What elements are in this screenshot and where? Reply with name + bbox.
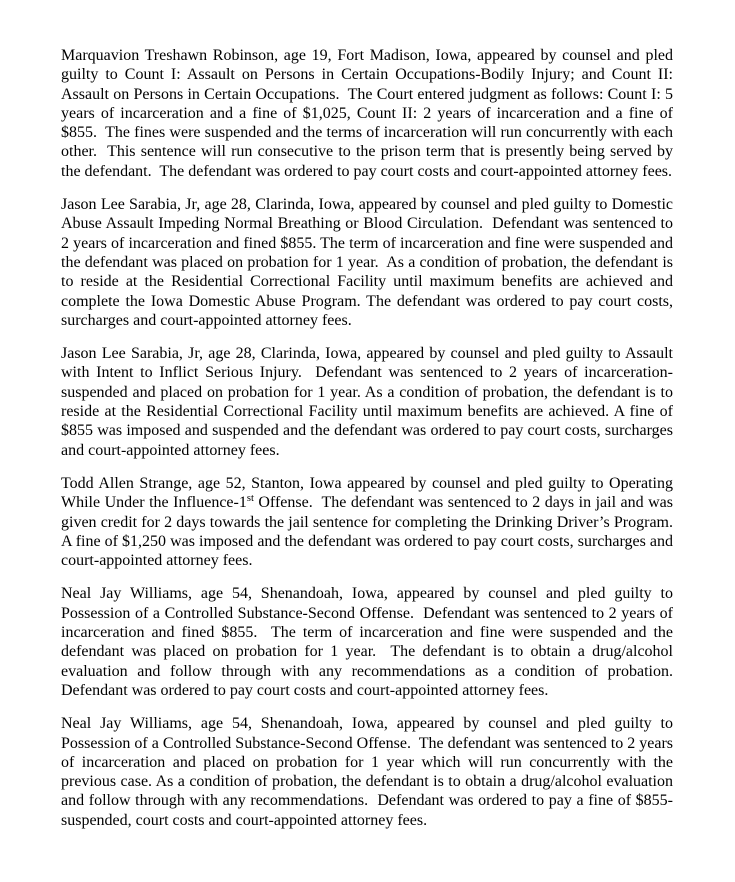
paragraph-text-after-superscript: Offense. The defendant was sentenced to 2 days in jail and was given credit for 2 days towards the jail sentence for completing the Drinking Driver’s Program. A fine of $1,250 was imposed and the defendant was ordered to pay court costs, surcharges and court-appointed attorney fees. [61,494,681,570]
case-paragraph-sarabia-domestic-abuse: Jason Lee Sarabia, Jr, age 28, Clarinda, Iowa, appeared by counsel and pled guilty to Domestic Abuse Assault Impeding Normal Breathing or Blood Circulation. Defendant was sentenced to 2 years of incarceration and fined $855. The term of incarceration and fine were suspended and the defendant was placed on probation for 1 year. As a condition of probation, the defendant is to reside at the Residential Correctional Facility until maximum benefits are achieved and complete the Iowa Domestic Abuse Program. The defendant was ordered to pay court costs, surcharges and court-appointed attorney fees. [61,196,677,329]
case-paragraph-sarabia-assault: Jason Lee Sarabia, Jr, age 28, Clarinda, Iowa, appeared by counsel and pled guilty to Assault with Intent to Inflict Serious Injury. Defendant was sentenced to 2 years of incarceration-suspended and placed on probation for 1 year. As a condition of probation, the defendant is to reside at the Residential Correctional Facility until maximum benefits are achieved. A fine of $855 was imposed and suspended and the defendant was ordered to pay court costs, surcharges and court-appointed attorney fees. [61,345,677,459]
paragraph-text-before-superscript: Todd Allen Strange, age 52, Stanton, Iowa appeared by counsel and pled guilty to Operating While Under the Influence-1 [61,474,677,512]
case-paragraph-strange-owi [61,474,681,570]
case-paragraph-williams-possession-1: Neal Jay Williams, age 54, Shenandoah, Iowa, appeared by counsel and pled guilty to Possession of a Controlled Substance-Second Offense. Defendant was sentenced to 2 years of incarceration and fined $855. The term of incarceration and fine were suspended and the defendant was placed on probation for 1 year. The defendant is to obtain a drug/alcohol evaluation and follow through with any recommendations as a condition of probation. Defendant was ordered to pay court costs and court-appointed attorney fees. [61,585,681,699]
case-paragraph-robinson: Marquavion Treshawn Robinson, age 19, Fort Madison, Iowa, appeared by counsel and pled guilty to Count I: Assault on Persons in Certain Occupations-Bodily Injury; and Count II: Assault on Persons in Certain Occupations. The Court entered judgment as follows: Count I: 5 years of incarceration and a fine of $1,025, Count II: 2 years of incarceration and a fine of $855. The fines were suspended and the terms of incarceration will run concurrently with each other. This sentence will run consecutive to the prison term that is presently being served by the defendant. The defendant was ordered to pay court costs and court-appointed attorney fees. [61,47,677,180]
document-page [61,46,681,830]
ordinal-superscript: st [246,493,254,505]
case-paragraph-williams-possession-2: Neal Jay Williams, age 54, Shenandoah, Iowa, appeared by counsel and pled guilty to Possession of a Controlled Substance-Second Offense. The defendant was sentenced to 2 years of incarceration and placed on probation for 1 year which will run concurrently with the previous case. As a condition of probation, the defendant is to obtain a drug/alcohol evaluation and follow through with any recommendations. Defendant was ordered to pay a fine of $855-suspended, court costs and court-appointed attorney fees. [61,715,677,829]
